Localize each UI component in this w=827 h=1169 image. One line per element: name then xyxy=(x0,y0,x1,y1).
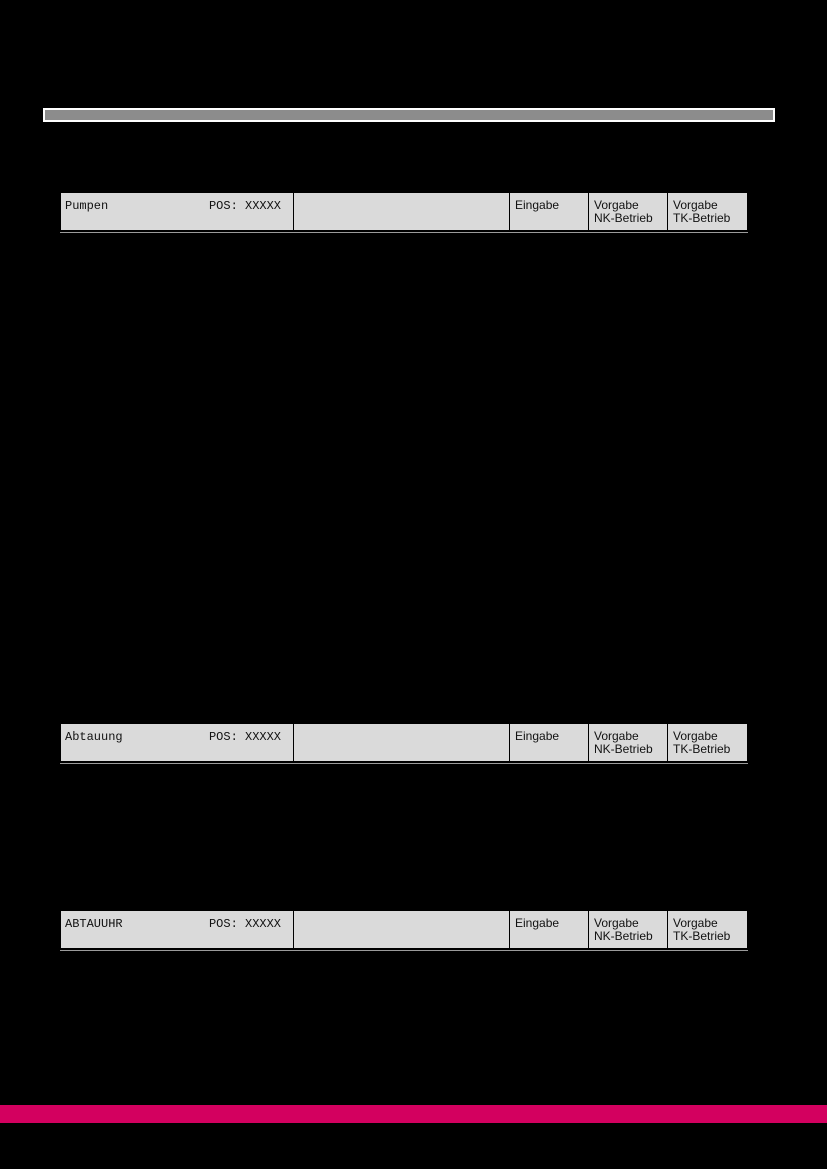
description-cell-empty xyxy=(294,724,510,761)
table-underline xyxy=(60,232,748,233)
column-header-label: TK-Betrieb xyxy=(673,929,731,943)
param-name-cell xyxy=(61,193,294,230)
pos-label: POS: XXXXX xyxy=(208,917,281,931)
column-header-vorgabe-nk xyxy=(589,193,668,230)
column-header-label: Vorgabe xyxy=(673,916,718,930)
column-header-vorgabe-tk xyxy=(668,193,747,230)
pos-label: POS: XXXXX xyxy=(208,199,281,213)
pos-label: POS: XXXXX xyxy=(208,730,281,744)
column-header-label: Eingabe xyxy=(515,198,560,212)
column-header-vorgabe-tk xyxy=(668,724,747,761)
param-title: ABTAUUHR xyxy=(65,917,123,931)
column-header-label: Vorgabe xyxy=(594,916,639,930)
column-header-label: NK-Betrieb xyxy=(594,742,653,756)
column-header-label: Vorgabe xyxy=(673,198,718,212)
description-cell-empty xyxy=(294,193,510,230)
param-table-header-row xyxy=(60,910,748,950)
param-name-cell xyxy=(61,724,294,761)
column-header-label: TK-Betrieb xyxy=(673,211,731,225)
table-underline xyxy=(60,950,748,951)
footer-accent-bar xyxy=(0,1105,827,1123)
column-header-eingabe xyxy=(510,911,589,948)
column-header-label: Eingabe xyxy=(515,916,560,930)
param-table-abtauuhr xyxy=(60,910,748,951)
param-table-pumpen xyxy=(60,192,748,233)
param-title: Pumpen xyxy=(65,199,109,213)
column-header-vorgabe-nk xyxy=(589,724,668,761)
column-header-label: NK-Betrieb xyxy=(594,929,653,943)
column-header-label: NK-Betrieb xyxy=(594,211,653,225)
column-header-label: Vorgabe xyxy=(594,729,639,743)
column-header-vorgabe-tk xyxy=(668,911,747,948)
column-header-label: Vorgabe xyxy=(673,729,718,743)
param-name-cell xyxy=(61,911,294,948)
table-underline xyxy=(60,763,748,764)
column-header-eingabe xyxy=(510,193,589,230)
param-table-header-row xyxy=(60,192,748,232)
column-header-label: Vorgabe xyxy=(594,198,639,212)
column-header-vorgabe-nk xyxy=(589,911,668,948)
param-title: Abtauung xyxy=(65,730,123,744)
description-cell-empty xyxy=(294,911,510,948)
section-divider-bar xyxy=(43,108,775,122)
param-table-abtauung xyxy=(60,723,748,764)
param-table-header-row xyxy=(60,723,748,763)
column-header-label: Eingabe xyxy=(515,729,560,743)
column-header-eingabe xyxy=(510,724,589,761)
column-header-label: TK-Betrieb xyxy=(673,742,731,756)
